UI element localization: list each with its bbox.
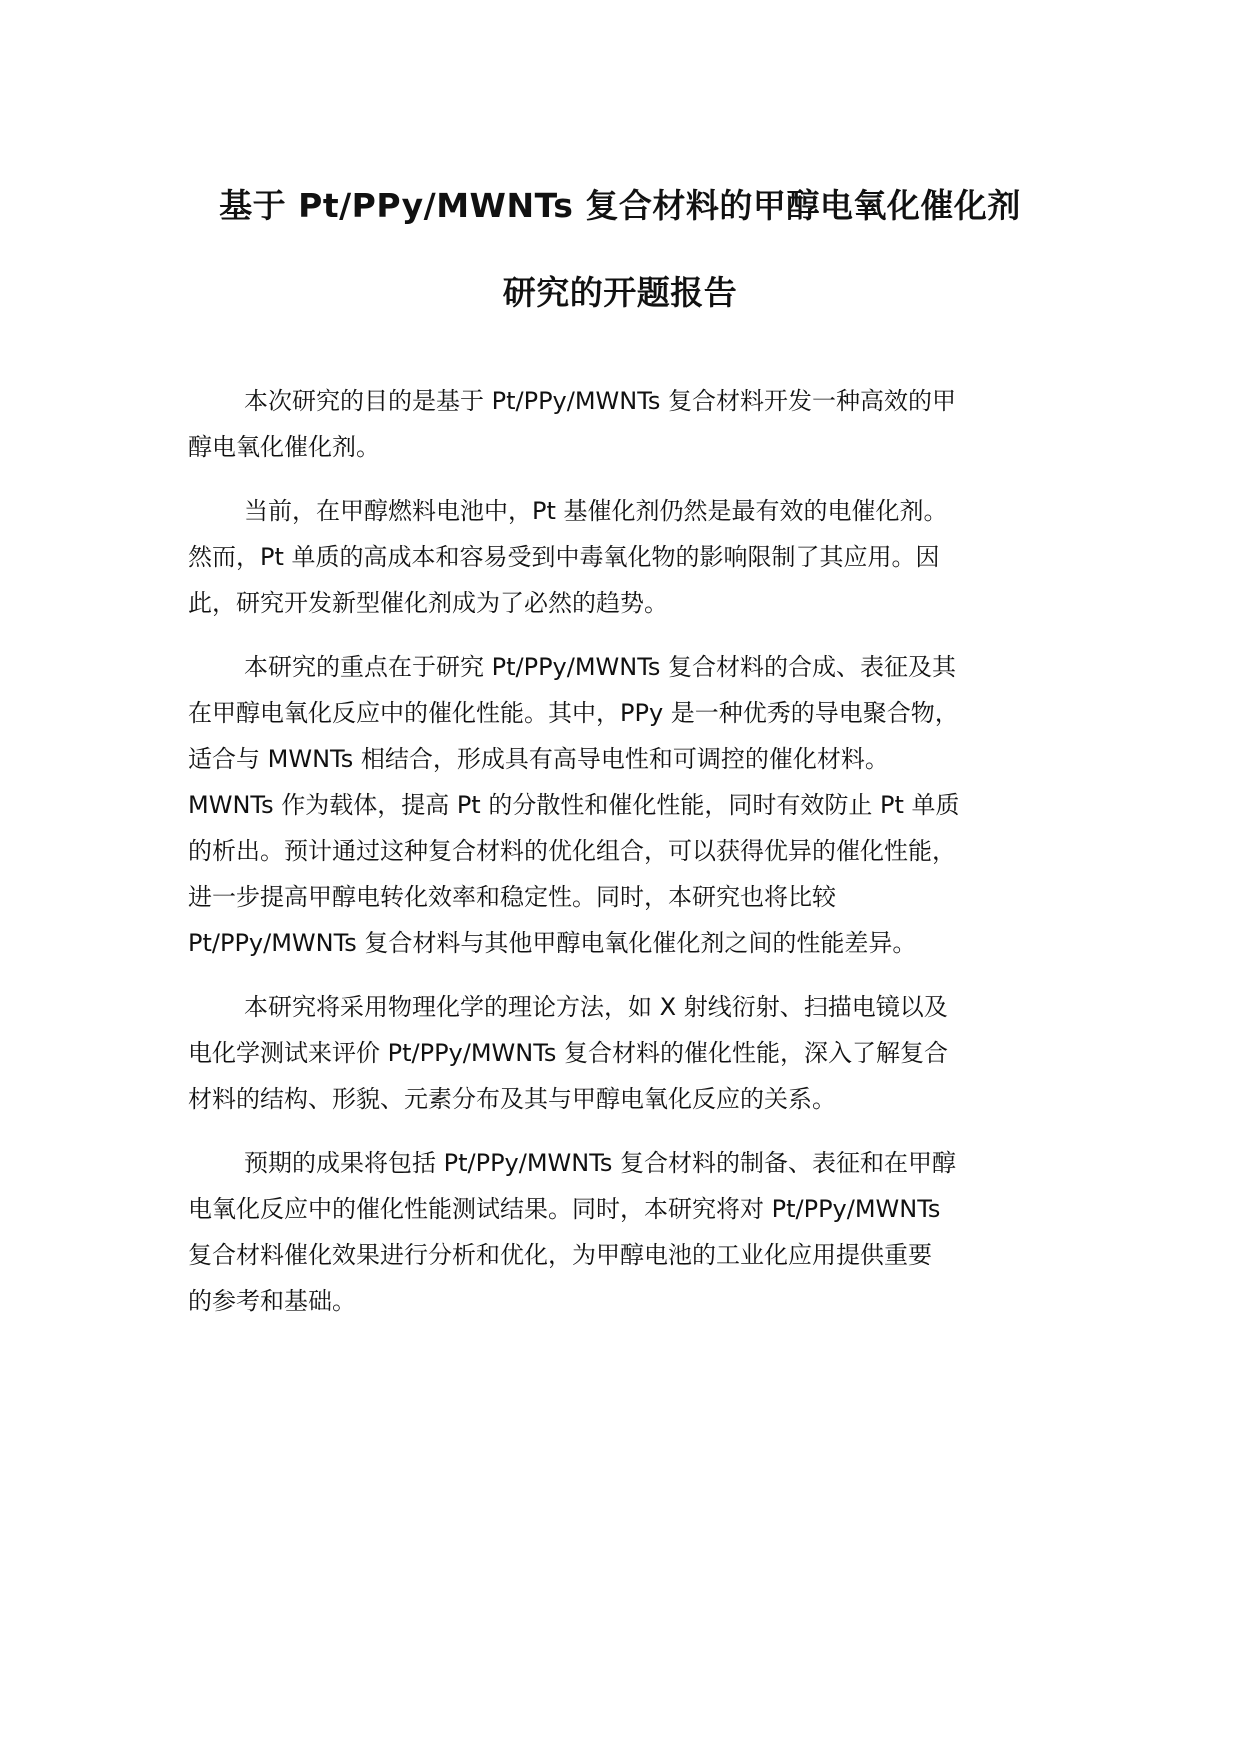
paragraph-line: 此，研究开发新型催化剂成为了必然的趋势。 <box>188 589 668 617</box>
paragraph-line: MWNTs 作为载体，提高 Pt 的分散性和催化性能，同时有效防止 Pt 单质 <box>188 791 960 819</box>
paragraph-line: 材料的结构、形貌、元素分布及其与甲醇电氧化反应的关系。 <box>188 1085 836 1113</box>
paragraph-line: 预期的成果将包括 Pt/PPy/MWNTs 复合材料的制备、表征和在甲醇 <box>244 1149 957 1177</box>
paragraph-line: 的参考和基础。 <box>188 1287 356 1315</box>
paragraph-line: 电氧化反应中的催化性能测试结果。同时，本研究将对 Pt/PPy/MWNTs <box>188 1195 941 1223</box>
paragraph-line: 醇电氧化催化剂。 <box>188 433 380 461</box>
document-body <box>188 378 1088 1342</box>
paragraph-line: 本研究的重点在于研究 Pt/PPy/MWNTs 复合材料的合成、表征及其 <box>244 653 957 681</box>
document-title-line-2: 研究的开题报告 <box>502 273 738 312</box>
paragraph-2 <box>188 488 1088 626</box>
paragraph-line: 适合与 MWNTs 相结合，形成具有高导电性和可调控的催化材料。 <box>188 745 889 773</box>
paragraph-line: 本研究将采用物理化学的理论方法，如 X 射线衍射、扫描电镜以及 <box>244 993 948 1021</box>
paragraph-line: 电化学测试来评价 Pt/PPy/MWNTs 复合材料的催化性能，深入了解复合 <box>188 1039 949 1067</box>
paragraph-line: 本次研究的目的是基于 Pt/PPy/MWNTs 复合材料开发一种高效的甲 <box>244 387 957 415</box>
paragraph-1 <box>188 378 1088 470</box>
paragraph-line: 的析出。预计通过这种复合材料的优化组合，可以获得优异的催化性能， <box>188 837 956 865</box>
paragraph-line: Pt/PPy/MWNTs 复合材料与其他甲醇电氧化催化剂之间的性能差异。 <box>188 929 917 957</box>
paragraph-3 <box>188 644 1088 966</box>
document-title-line-1: 基于 Pt/PPy/MWNTs 复合材料的甲醇电氧化催化剂 <box>219 186 1021 225</box>
paragraph-line: 当前，在甲醇燃料电池中，Pt 基催化剂仍然是最有效的电催化剂。 <box>244 497 948 525</box>
paragraph-line: 进一步提高甲醇电转化效率和稳定性。同时，本研究也将比较 <box>188 883 836 911</box>
paragraph-line: 然而，Pt 单质的高成本和容易受到中毒氧化物的影响限制了其应用。因 <box>188 543 940 571</box>
paragraph-4 <box>188 984 1088 1122</box>
paragraph-line: 在甲醇电氧化反应中的催化性能。其中，PPy 是一种优秀的导电聚合物， <box>188 699 959 727</box>
paragraph-line: 复合材料催化效果进行分析和优化，为甲醇电池的工业化应用提供重要 <box>188 1241 932 1269</box>
paragraph-5 <box>188 1140 1088 1324</box>
